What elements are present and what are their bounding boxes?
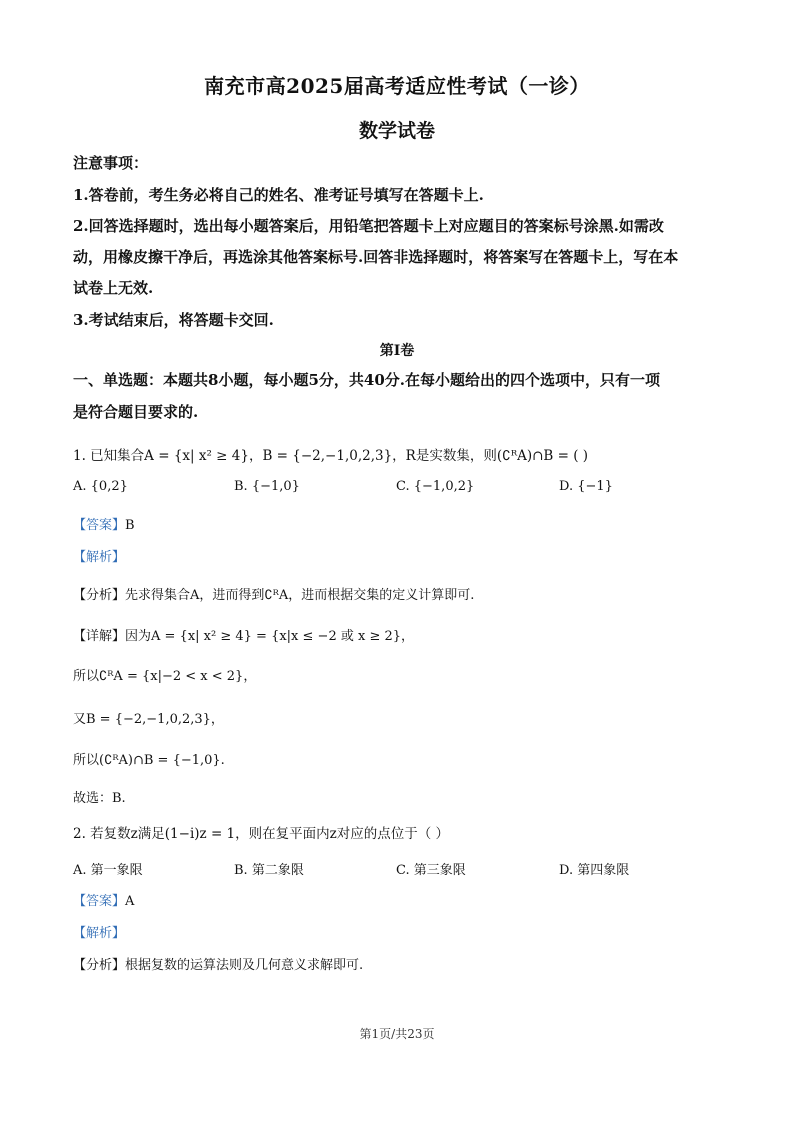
- notice-item-2-line-1: 2.回答选择题时，选出每小题答案后，用铅笔把答题卡上对应题目的答案标号涂黑.如需改: [73, 217, 664, 235]
- section-title: 第I卷: [379, 343, 415, 359]
- q2-fenxi: 根据复数的运算法则及几何意义求解即可.: [125, 958, 364, 973]
- part1-heading-line-1: 一、单选题：本题共8小题，每小题5分，共40分.在每小题给出的四个选项中，只有一项: [73, 371, 660, 389]
- q2-answer: A: [125, 894, 135, 909]
- q1-option-b: B. {−1,0}: [234, 479, 300, 494]
- answer-tag: 【答案】: [73, 894, 126, 909]
- notice-item-2-line-3: 试卷上无效.: [73, 279, 154, 297]
- q1-conclusion: 故选：B.: [73, 791, 126, 806]
- exam-title: 南充市高2025届高考适应性考试（一诊）: [204, 74, 590, 98]
- q2-option-a: A. 第一象限: [73, 863, 143, 878]
- q1-analysis-row: [73, 546, 125, 565]
- analysis-tag: 【解析】: [73, 550, 126, 565]
- q2-option-d: D. 第四象限: [559, 863, 630, 878]
- q2-analysis-row: [73, 922, 125, 941]
- q1-xiangjie-row: [73, 625, 414, 644]
- q1-answer: B: [125, 518, 135, 533]
- q1-stem: 1. 已知集合A = {x| x² ≥ 4}，B = {−2,−1,0,2,3}，R是实数集，则(∁ᴿA)∩B = ( ): [73, 448, 589, 464]
- part1-heading-line-2: 是符合题目要求的.: [73, 403, 199, 421]
- answer-tag: 【答案】: [73, 518, 126, 533]
- fenxi-tag: 【分析】: [73, 588, 126, 603]
- q2-fenxi-row: [73, 954, 363, 973]
- q1-option-a: A. {0,2}: [73, 479, 128, 494]
- notice-item-1: 1.答卷前，考生务必将自己的姓名、准考证号填写在答题卡上.: [73, 186, 484, 204]
- q1-fenxi: 先求得集合A，进而得到∁ᴿA，进而根据交集的定义计算即可.: [125, 588, 475, 603]
- q1-answer-row: [73, 514, 135, 533]
- q1-step-2: 所以∁ᴿA = {x|−2 < x < 2}，: [73, 669, 257, 684]
- q2-option-c: C. 第三象限: [396, 863, 466, 878]
- notice-heading: 注意事项：: [73, 154, 149, 172]
- fenxi-tag: 【分析】: [73, 958, 126, 973]
- q1-option-c: C. {−1,0,2}: [396, 479, 475, 494]
- q2-answer-row: [73, 890, 134, 909]
- notice-item-2-line-2: 动，用橡皮擦干净后，再选涂其他答案标号.回答非选择题时，将答案写在答题卡上，写在本: [73, 248, 679, 266]
- q1-step-4: 所以(∁ᴿA)∩B = {−1,0}.: [73, 753, 225, 768]
- page-footer: 第1页/共23页: [359, 1027, 435, 1041]
- q2-option-b: B. 第二象限: [234, 863, 304, 878]
- q2-stem: 2. 若复数z满足(1−i)z = 1，则在复平面内z对应的点位于（ ）: [73, 826, 450, 842]
- analysis-tag: 【解析】: [73, 926, 126, 941]
- q1-step-3: 又B = {−2,−1,0,2,3}，: [73, 712, 224, 727]
- q1-xiangjie: 因为A = {x| x² ≥ 4} = {x|x ≤ −2 或 x ≥ 2}，: [125, 629, 415, 644]
- notice-item-3: 3.考试结束后，将答题卡交回.: [73, 311, 274, 329]
- q1-option-d: D. {−1}: [559, 479, 613, 494]
- q1-fenxi-row: [73, 584, 474, 603]
- exam-subtitle: 数学试卷: [358, 120, 435, 142]
- xiangjie-tag: 【详解】: [73, 629, 126, 644]
